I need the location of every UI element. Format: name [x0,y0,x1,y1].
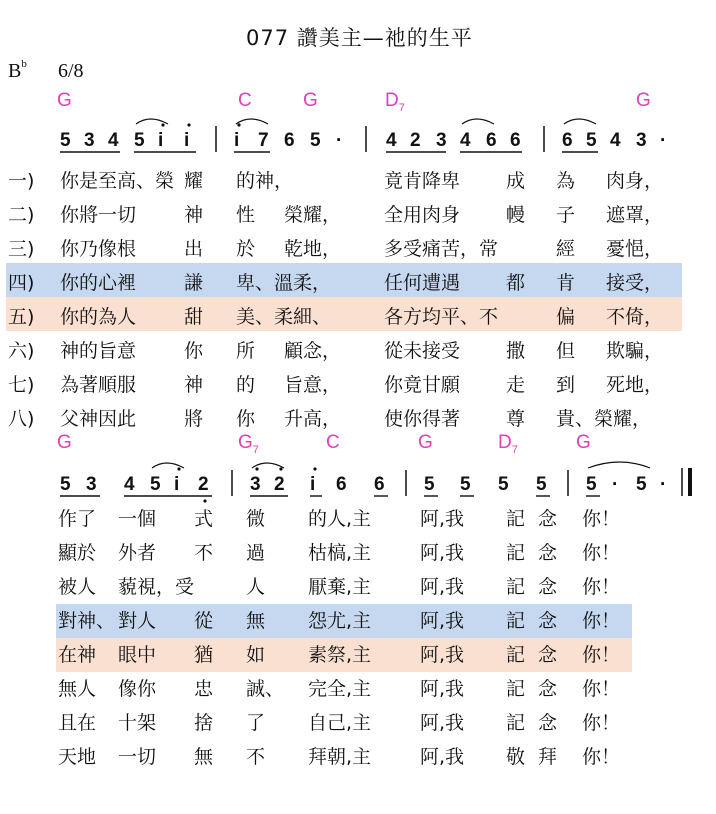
verse-number: 五) [8,306,35,328]
lyric-segment: 為 [556,170,576,192]
lyric-segment: 多受痛苦，常 [384,238,499,260]
verse-number: 六) [8,340,35,362]
lyric-segment: 的 [236,374,256,396]
note: 2 [410,130,421,151]
note: 3 [84,130,95,151]
lyric-segment: 作了 [58,508,97,530]
lyric-segment: 記 [506,576,526,598]
lyric-segment: 尊 [506,408,526,430]
lyric-segment: 你！ [582,746,621,768]
lyric-segment: 你！ [582,678,621,700]
lyric-segment: 在神 [58,644,97,666]
note: 5 [424,474,435,495]
lyric-segment: 各方均平、不 [384,306,499,328]
lyric-segment: 阿,我 [420,576,465,598]
lyric-segment: 記 [506,712,526,734]
lyric-segment: 記 [506,678,526,700]
lyric-segment: 記 [506,542,526,564]
lyric-segment: 藐視，受 [118,576,195,598]
lyric-segment: 你 [184,340,204,362]
note: 4 [460,130,471,151]
lyric-segment: 你竟甘願 [384,374,461,396]
note: 4 [386,130,397,151]
lyric-segment: 被人 [58,576,97,598]
lyric-segment: 阿,我 [420,542,465,564]
lyric-segment: 肉身， [606,170,664,192]
verse-number: 二) [8,204,35,226]
lyric-segment: 成 [506,170,526,192]
lyric-segment: 幔 [506,204,526,226]
lyric-segment: 性 [236,204,256,226]
note: i [310,474,316,495]
lyric-segment: 你的為人 [60,306,137,328]
lyric-segment: 念 [538,644,558,666]
dot: · [336,130,343,151]
lyric-segment: 無 [246,610,266,632]
chord: $D_7$ [498,432,518,456]
note: 2 [198,474,209,495]
lyric-segment: 天地 [58,746,97,768]
dot: · [660,474,667,495]
verse-number: 三) [8,238,35,260]
verse-number: 一) [8,170,35,192]
lyric-segment: 你 [236,408,256,430]
lyric-segment: 敬 [506,746,526,768]
lyric-segment: 不 [194,542,214,564]
chord: $D_7$ [385,90,405,114]
lyric-segment: 一切 [118,746,157,768]
lyric-segment: 不倚， [606,306,664,328]
lyric-segment: 人 [246,576,266,598]
dot: · [612,474,619,495]
lyric-segment: 任何遭遇 [384,272,461,294]
lyric-segment: 升高， [284,408,342,430]
lyric-segment: 一個 [118,508,157,530]
note: i [158,130,164,151]
verse-number: 七) [8,374,35,396]
lyric-segment: 走 [506,374,526,396]
lyric-segment: 顯於 [58,542,97,564]
note: 6 [486,130,497,151]
lyric-segment: 撒 [506,340,526,362]
lyric-segment: 甜 [184,306,204,328]
lyric-segment: 耀 [184,170,204,192]
lyric-segment: 外者 [118,542,157,564]
lyric-segment: 你！ [582,542,621,564]
note: 5 [60,130,71,151]
note: i [234,130,240,151]
note: 5 [134,130,145,151]
lyric-segment: 你！ [582,610,621,632]
verse-number: 八) [8,408,35,430]
note: 5 [586,474,597,495]
lyric-segment: 你乃像根 [60,238,137,260]
lyric-segment: 對人 [118,610,157,632]
lyric-segment: 將 [184,408,204,430]
note: 6 [374,474,385,495]
lyric-segment: 榮耀， [284,204,342,226]
lyric-segment: 念 [538,610,558,632]
lyric-segment: 神 [184,204,204,226]
lyric-segment: 你！ [582,712,621,734]
lyric-segment: 眼中 [118,644,157,666]
lyric-segment: 竟肯降卑 [384,170,461,192]
lyric-segment: 阿,我 [420,644,465,666]
lyric-segment: 欺騙， [606,340,664,362]
note: 5 [586,130,597,151]
lyric-segment: 記 [506,508,526,530]
key-accidental: b [21,58,27,71]
note: 5 [636,474,647,495]
lyric-segment: 自己,主 [308,712,372,734]
lyric-segment: 經 [556,238,576,260]
note: 3 [436,130,447,151]
lyric-segment: 為著順服 [60,374,137,396]
lyric-segment: 使你得著 [384,408,461,430]
lyric-segment: 記 [506,644,526,666]
lyric-segment: 於 [236,238,256,260]
lyric-segment: 死地， [606,374,664,396]
lyric-segment: 猶 [194,644,214,666]
chord: G [57,432,72,453]
lyric-segment: 父神因此 [60,408,137,430]
chord: G [636,90,651,111]
lyric-segment: 阿,我 [420,610,465,632]
note: 5 [498,474,509,495]
lyric-segment: 所 [236,340,256,362]
lyric-segment: 厭棄,主 [308,576,372,598]
lyric-segment: 阿,我 [420,712,465,734]
lyric-segment: 捨 [194,712,214,734]
note: 6 [510,130,521,151]
lyric-segment: 念 [538,576,558,598]
lyric-segment: 記 [506,610,526,632]
note: 3 [250,474,261,495]
lyric-segment: 貴、榮耀， [556,408,652,430]
lyric-segment: 如 [246,644,266,666]
lyric-segment: 你！ [582,576,621,598]
verse-number: 四) [8,272,35,294]
lyric-segment: 阿,我 [420,746,465,768]
lyric-segment: 你！ [582,508,621,530]
chord: G [576,432,591,453]
lyric-segment: 你！ [582,644,621,666]
note: i [174,474,180,495]
lyric-segment: 你將一切 [60,204,137,226]
chord: C [326,432,340,453]
lyric-segment: 且在 [58,712,97,734]
hymn-title: 077 讚美主—祂的生平 [246,26,473,50]
lyric-segment: 像你 [118,678,157,700]
lyric-segment: 都 [506,272,526,294]
lyric-segment: 念 [538,678,558,700]
lyric-segment: 的人,主 [308,508,372,530]
note: 5 [150,474,161,495]
lyric-segment: 神的旨意 [60,340,137,362]
lyric-segment: 接受， [606,272,664,294]
lyric-segment: 忠 [194,678,214,700]
lyric-segment: 顧念， [284,340,342,362]
lyric-segment: 憂悒， [606,238,664,260]
lyric-segment: 念 [538,712,558,734]
lyric-segment: 到 [556,374,576,396]
dot: · [660,130,667,151]
lyric-segment: 從未接受 [384,340,461,362]
lyric-segment: 無人 [58,678,97,700]
key-signature [8,60,27,83]
note: i [184,130,190,151]
lyric-segment: 對神、 [58,610,116,632]
note: 5 [536,474,547,495]
notation-line-2 [0,462,716,506]
note: 5 [60,474,71,495]
chord: $G_7$ [238,432,259,456]
lyric-segment: 拜朝,主 [308,746,372,768]
lyric-segment: 念 [538,508,558,530]
lyric-segment: 謙 [184,272,204,294]
lyric-segment: 神 [184,374,204,396]
lyric-segment: 遮罩， [606,204,664,226]
lyric-segment: 出 [184,238,204,260]
chord: G [57,90,72,111]
lyric-segment: 全用肉身 [384,204,461,226]
lyric-segment: 偏 [556,306,576,328]
notation-line-1 [0,118,716,162]
chord: C [238,90,252,111]
note: 3 [86,474,97,495]
time-signature: 6/8 [58,60,84,82]
lyric-segment: 念 [538,542,558,564]
note: 4 [610,130,621,151]
lyric-segment: 素祭,主 [308,644,372,666]
lyric-segment: 你的心裡 [60,272,137,294]
lyric-segment: 過 [246,542,266,564]
lyric-segment: 微 [246,508,266,530]
lyric-segment: 十架 [118,712,157,734]
lyric-segment: 枯槁,主 [308,542,372,564]
lyric-segment: 從 [194,610,214,632]
lyric-segment: 阿,我 [420,678,465,700]
key-letter: B [8,60,22,82]
lyric-segment: 拜 [538,746,558,768]
note: 4 [108,130,119,151]
lyric-segment: 不 [246,746,266,768]
note: 2 [274,474,285,495]
lyric-segment: 式 [194,508,214,530]
lyric-segment: 美、柔細、 [236,306,332,328]
lyric-segment: 子 [556,204,576,226]
note: 5 [460,474,471,495]
lyric-segment: 乾地， [284,238,342,260]
lyric-segment: 你是至高、榮 [60,170,175,192]
note: 3 [636,130,647,151]
lyric-segment: 怨尤,主 [308,610,372,632]
lyric-segment: 但 [556,340,576,362]
lyric-segment: 完全,主 [308,678,372,700]
lyric-segment: 誠、 [246,678,285,700]
note: 4 [124,474,135,495]
note: 6 [284,130,295,151]
note: 5 [310,130,321,151]
lyric-segment: 卑、溫柔， [236,272,332,294]
lyric-segment: 的神， [236,170,294,192]
note: 6 [562,130,573,151]
note: 6 [336,474,347,495]
lyric-segment: 了 [246,712,266,734]
chord: G [303,90,318,111]
lyric-segment: 無 [194,746,214,768]
chord: G [418,432,433,453]
lyric-segment: 阿,我 [420,508,465,530]
lyric-segment: 肯 [556,272,576,294]
lyric-segment: 旨意， [284,374,342,396]
note: 7 [258,130,269,151]
